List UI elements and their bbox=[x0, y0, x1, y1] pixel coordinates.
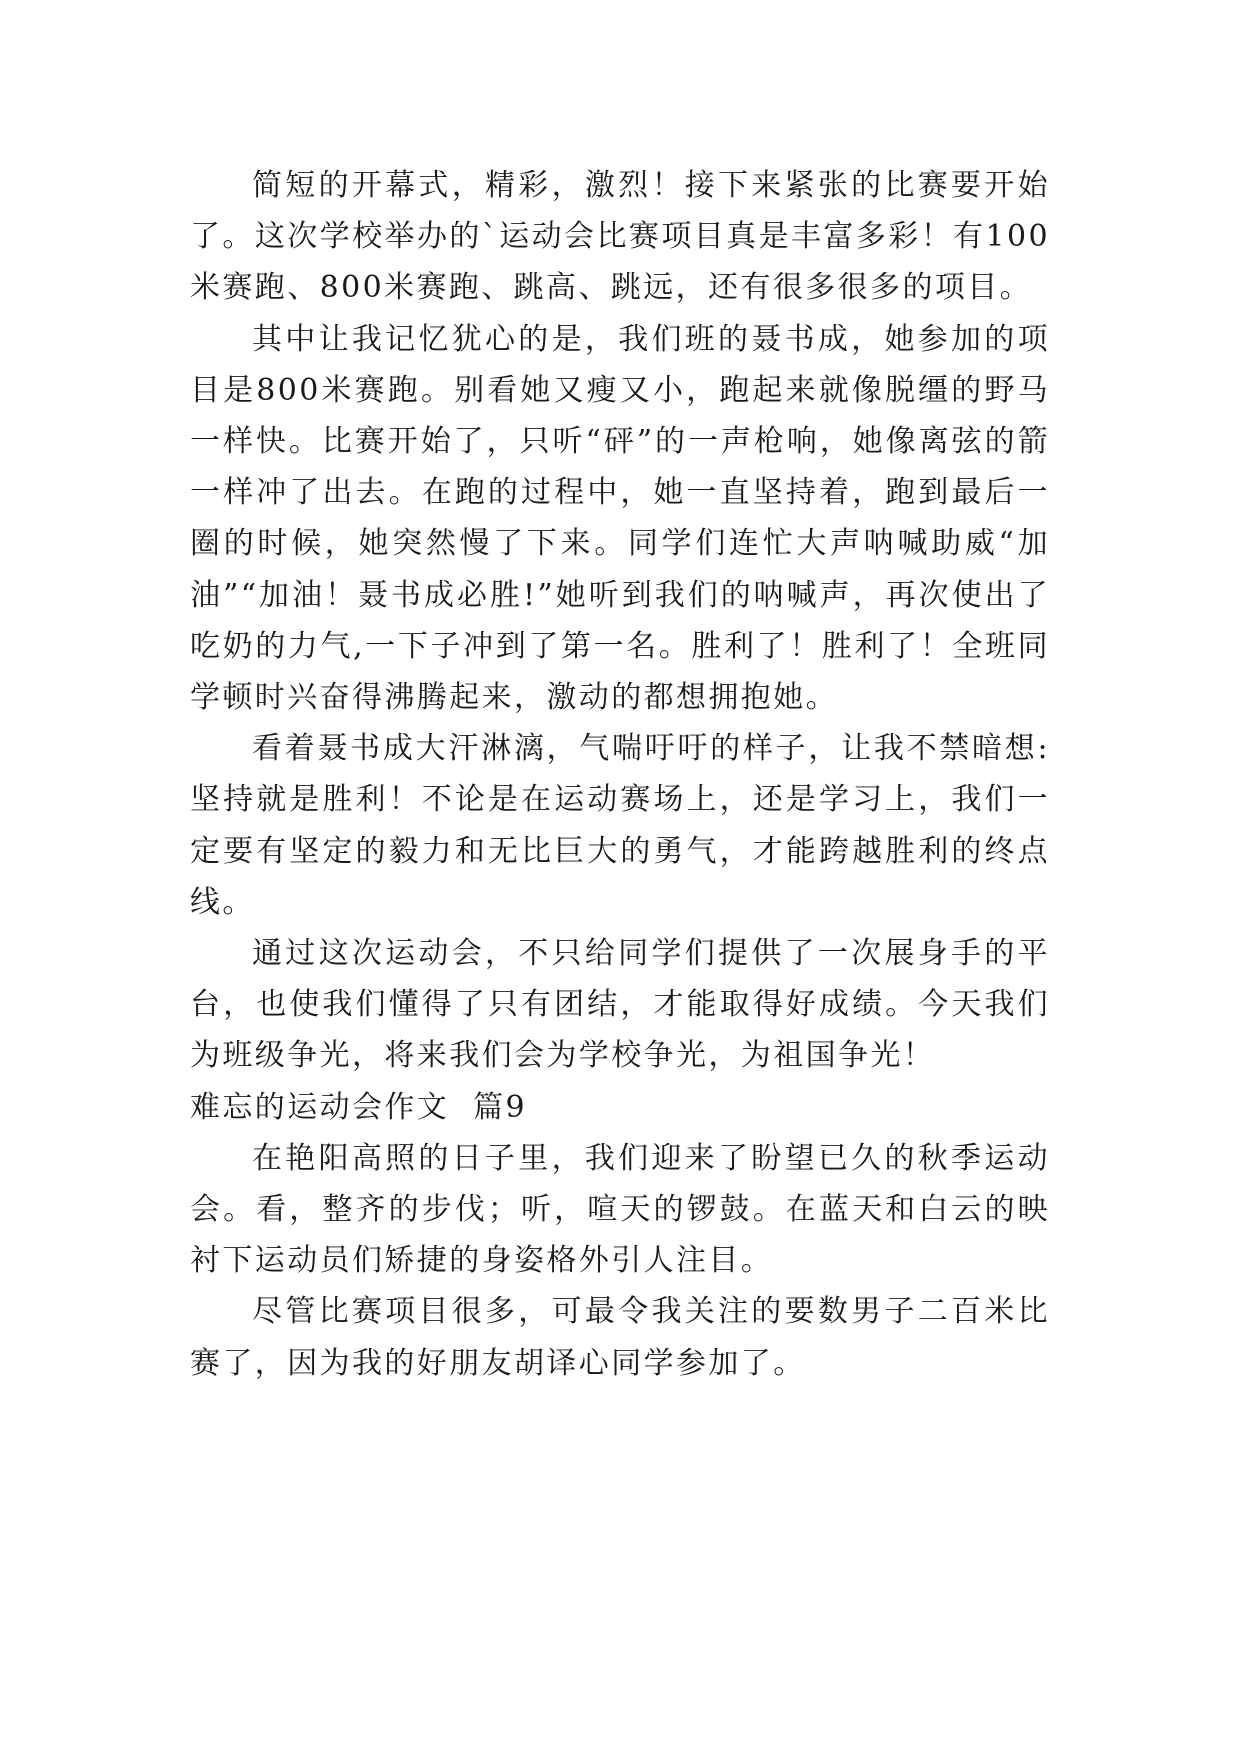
paragraph-autumn-games: 在艳阳高照的日子里，我们迎来了盼望已久的秋季运动会。看，整齐的步伐；听，喧天的锣鼓。在蓝天和白云的映衬下运动员们矫捷的身姿格外引人注目。 bbox=[190, 1140, 1050, 1279]
paragraph-800m-race: 其中让我记忆犹心的是，我们班的聂书成，她参加的项目是800米赛跑。别看她又瘦又小，跑起来就像脱缰的野马一样快。比赛开始了，只听“砰”的一声枪响，她像离弦的箭一样冲了出去。在跑的过程中，她一直坚持着，跑到最后一圈的时候，她突然慢了下来。同学们连忙大声呐喊助威“加油”“加油！聂书成必胜!”她听到我们的呐喊声，再次使出了吃奶的力气,一下子冲到了第一名。胜利了！胜利了！全班同学顿时兴奋得沸腾起来，激动的都想拥抱她。 bbox=[190, 321, 1050, 716]
paragraph-200m-race: 尽管比赛项目很多，可最令我关注的要数男子二百米比赛了，因为我的好朋友胡译心同学参加了。 bbox=[190, 1294, 1050, 1381]
section-heading: 难忘的运动会作文 篇9 bbox=[190, 1089, 527, 1125]
document-body bbox=[190, 160, 1050, 1389]
paragraph-persistence: 看着聂书成大汗淋漓，气喘吁吁的样子，让我不禁暗想:坚持就是胜利！不论是在运动赛场上，还是学习上，我们一定要有坚定的毅力和无比巨大的勇气，才能跨越胜利的终点线。 bbox=[190, 731, 1050, 920]
paragraph-conclusion: 通过这次运动会，不只给同学们提供了一次展身手的平台，也使我们懂得了只有团结，才能取得好成绩。今天我们为班级争光，将来我们会为学校争光，为祖国争光！ bbox=[190, 936, 1050, 1074]
paragraph-opening-ceremony: 简短的开幕式，精彩，激烈！接下来紧张的比赛要开始了。这次学校举办的`运动会比赛项目真是丰富多彩！有100米赛跑、800米赛跑、跳高、跳远，还有很多很多的项目。 bbox=[190, 168, 1050, 306]
